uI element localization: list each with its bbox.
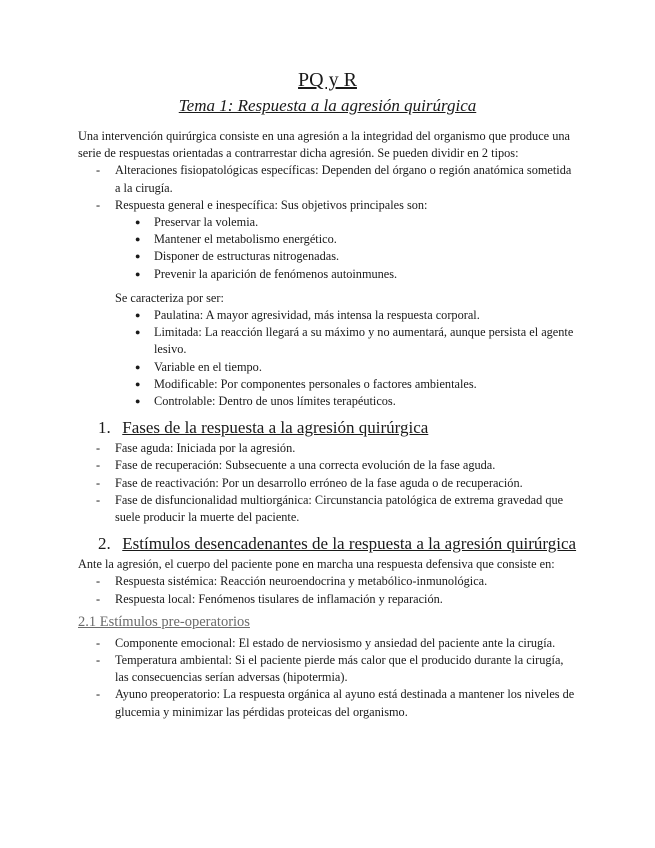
phases-list	[78, 440, 578, 526]
section-2-heading	[78, 532, 578, 556]
list-item: ● Limitada: La reacción llegará a su máximo y no aumentará, aunque persista el agente lesivo.	[78, 324, 578, 358]
section-title: Estímulos desencadenantes de la respuesta a la agresión quirúrgica	[122, 534, 577, 554]
responses-list	[78, 573, 578, 607]
list-item: ● Prevenir la aparición de fenómenos autoinmunes.	[78, 266, 578, 283]
list-item: - Componente emocional: El estado de nerviosismo y ansiedad del paciente ante la cirugía.	[78, 635, 578, 652]
section-number: 2.	[98, 534, 111, 554]
section-2-intro: Ante la agresión, el cuerpo del paciente pone en marcha una respuesta defensiva que consiste en:	[78, 557, 555, 572]
list-item: - Fase de disfuncionalidad multiorgánica: Circunstancia patológica de extrema gravedad que suele producir la muerte del paciente.	[78, 492, 578, 526]
response-types-list	[78, 162, 578, 214]
section-1-heading	[78, 416, 578, 440]
list-item: - Respuesta local: Fenómenos tisulares de inflamación y reparación.	[78, 591, 578, 608]
list-item: - Temperatura ambiental: Si el paciente pierde más calor que el producido durante la cirugía, las consecuencias serían adversas (hipotermia).	[78, 652, 578, 686]
objectives-list	[78, 214, 578, 283]
list-item: ● Modificable: Por componentes personales o factores ambientales.	[78, 376, 578, 393]
page-title: PQ y R	[298, 69, 357, 91]
document-body	[78, 128, 578, 721]
intro-paragraph: Una intervención quirúrgica consiste en una agresión a la integridad del organismo que produce una serie de respuestas orientadas a contrarrestar dicha agresión. Se pueden dividir en 2 tipos:	[78, 129, 570, 161]
list-item: ● Disponer de estructuras nitrogenadas.	[78, 248, 578, 265]
list-item: - Fase de recuperación: Subsecuente a una correcta evolución de la fase aguda.	[78, 457, 578, 474]
list-item: - Ayuno preoperatorio: La respuesta orgánica al ayuno está destinada a mantener los niveles de glucemia y minimizar las pérdidas proteicas del organismo.	[78, 686, 578, 720]
list-item: ● Controlable: Dentro de unos límites terapéuticos.	[78, 393, 578, 410]
list-item: - Fase aguda: Iniciada por la agresión.	[78, 440, 578, 457]
list-item: - Respuesta sistémica: Reacción neuroendocrina y metabólico-inmunológica.	[78, 573, 578, 590]
list-item: ● Paulatina: A mayor agresividad, más intensa la respuesta corporal.	[78, 307, 578, 324]
list-item: - Fase de reactivación: Por un desarrollo erróneo de la fase aguda o de recuperación.	[78, 475, 578, 492]
list-item: ● Mantener el metabolismo energético.	[78, 231, 578, 248]
list-item: - Respuesta general e inespecífica: Sus objetivos principales son:	[78, 197, 578, 214]
list-item: ● Preservar la volemia.	[78, 214, 578, 231]
list-item: - Alteraciones fisiopatológicas específicas: Dependen del órgano o región anatómica sometida a la cirugía.	[78, 162, 578, 196]
list-item: ● Variable en el tiempo.	[78, 359, 578, 376]
section-title: Fases de la respuesta a la agresión quirúrgica	[122, 418, 429, 438]
preoperative-stimuli-list	[78, 635, 578, 721]
section-number: 1.	[98, 418, 111, 438]
characteristics-list	[78, 307, 578, 410]
characterized-label: Se caracteriza por ser:	[115, 290, 224, 305]
section-2-1-heading: 2.1 Estímulos pre-operatorios	[78, 613, 250, 630]
page-subtitle: Tema 1: Respuesta a la agresión quirúrgica	[178, 96, 477, 115]
